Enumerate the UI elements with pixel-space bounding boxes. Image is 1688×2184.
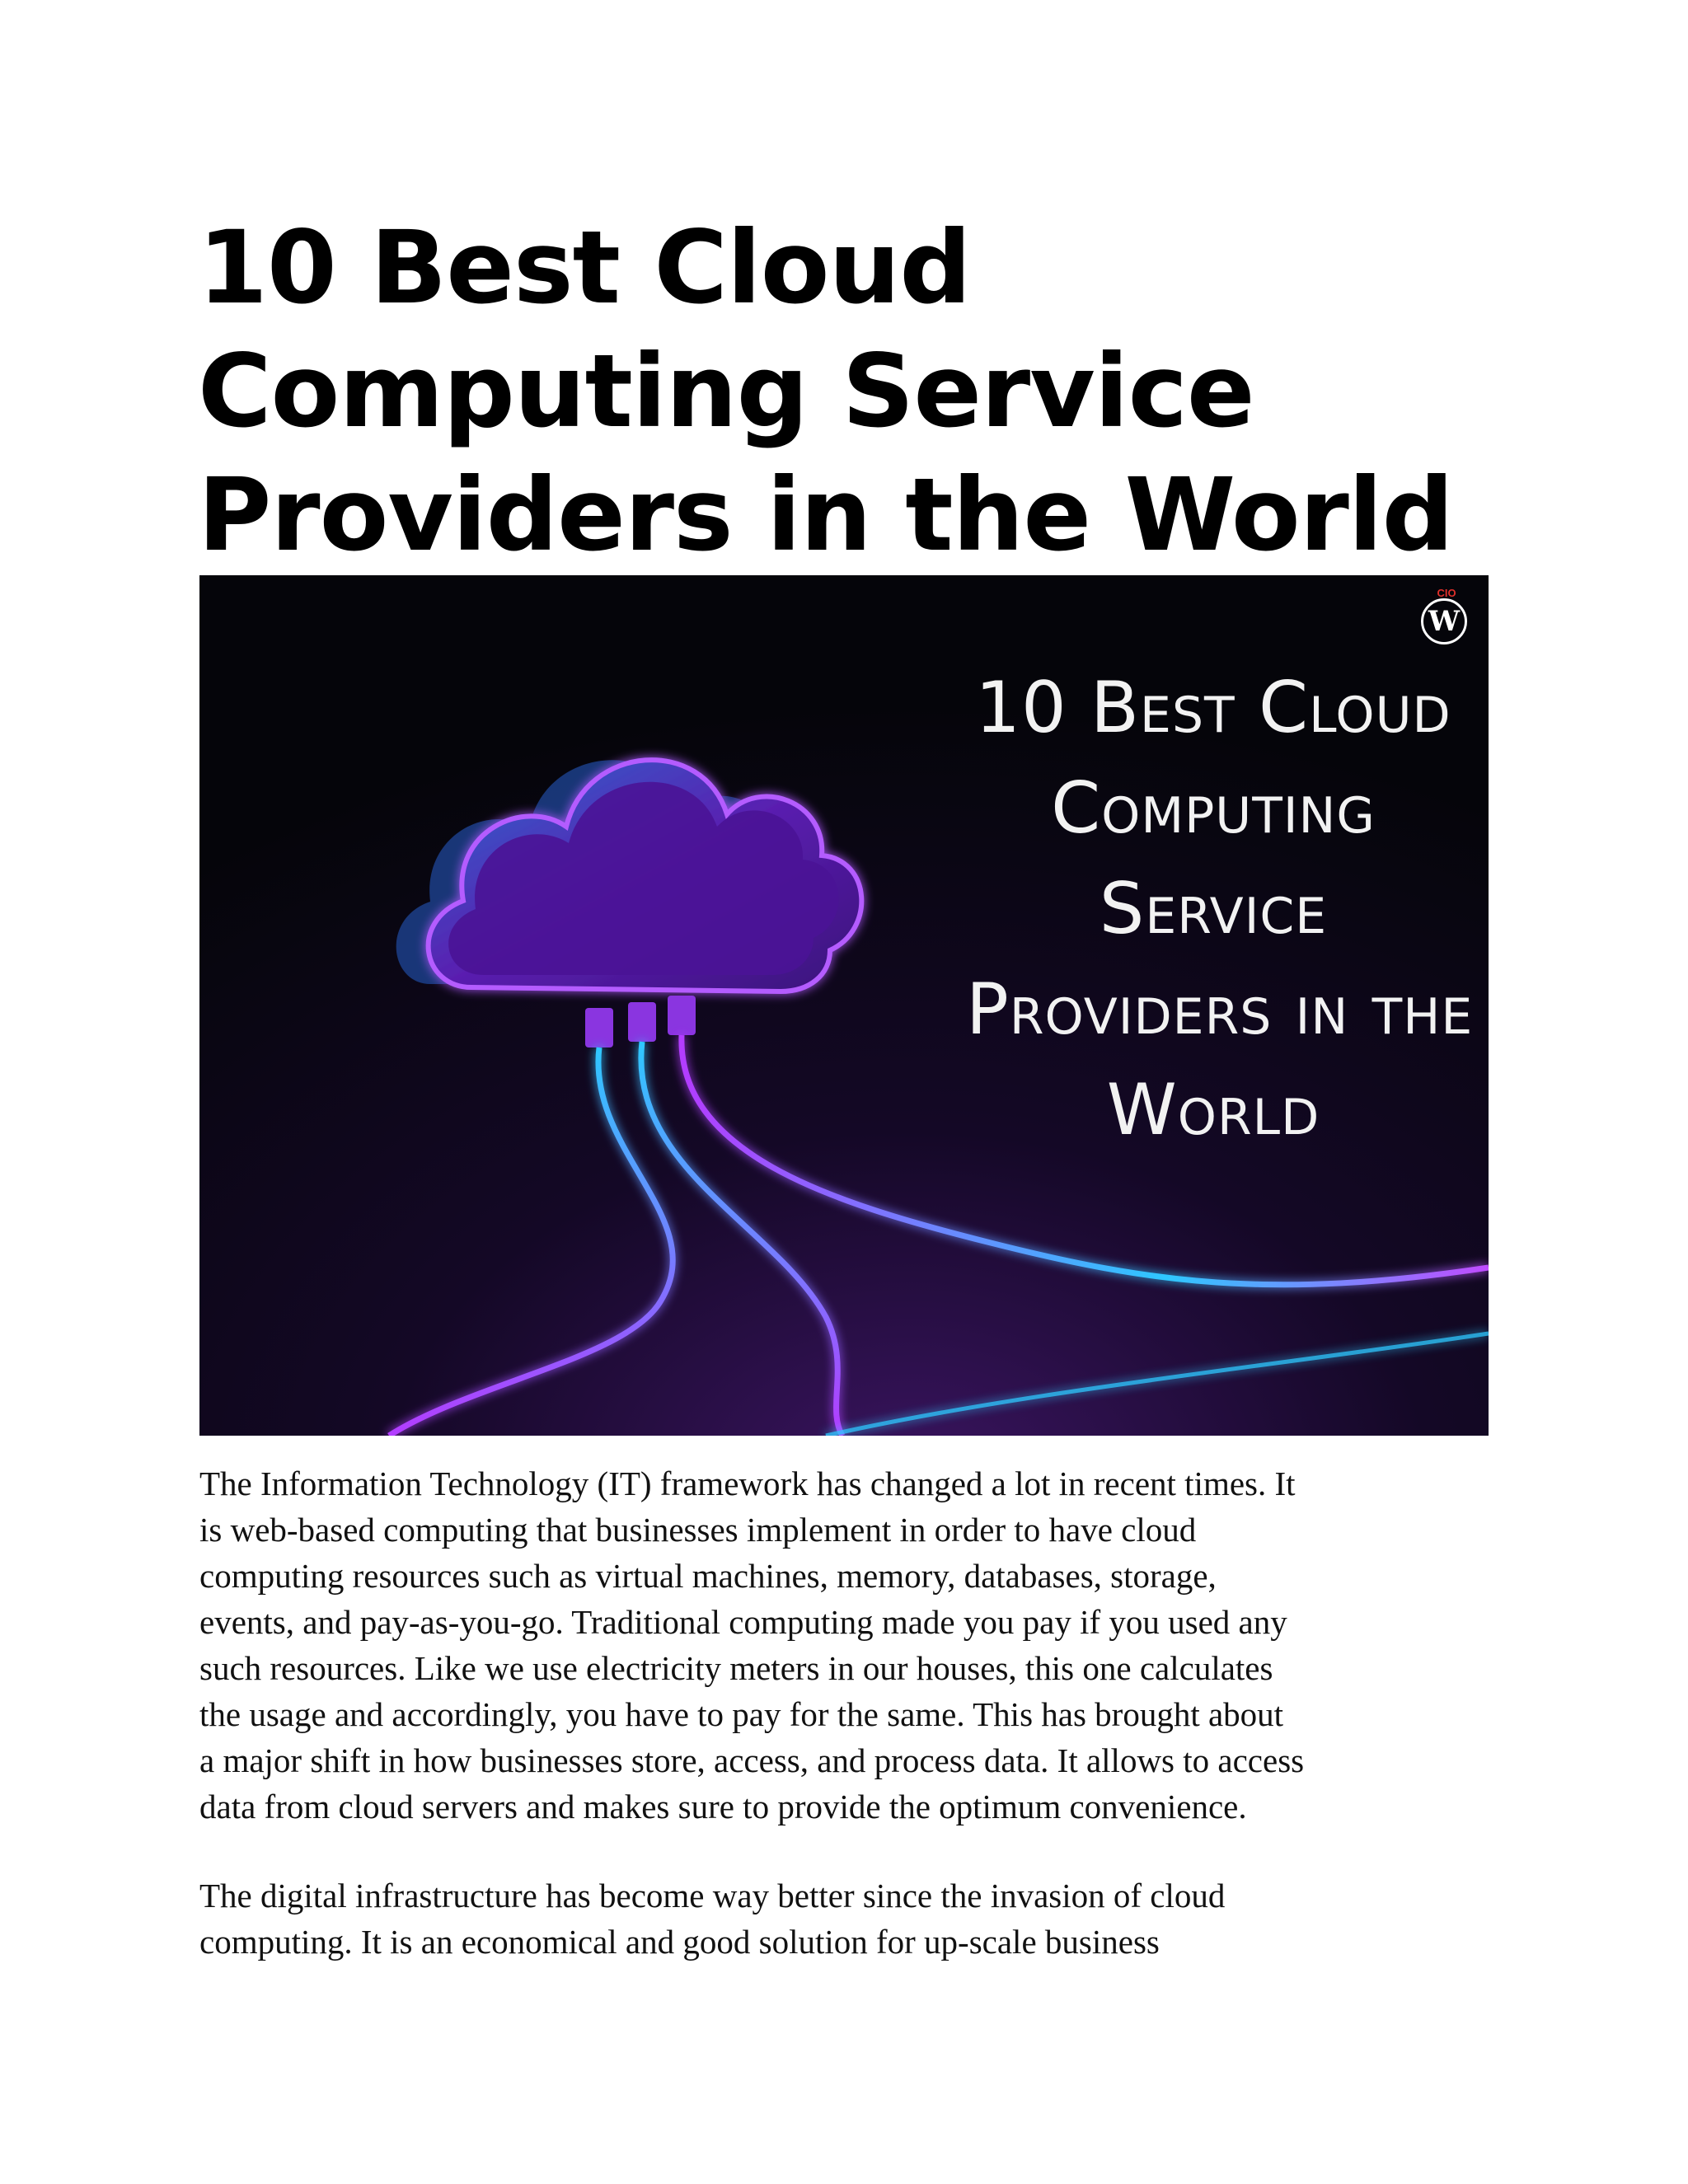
hero-heading-line: Computing [1051, 767, 1376, 850]
paragraph-intro [199, 1460, 1502, 1830]
paragraph-infrastructure [199, 1872, 1502, 1965]
paragraph-line: The Information Technology (IT) framework has changed a lot in recent times. It [199, 1465, 1296, 1502]
article-title [198, 206, 1517, 577]
hero-heading-line: World [1106, 1069, 1320, 1151]
cio-logo [1418, 587, 1475, 649]
hero-heading-line: 10 Best Cloud [975, 667, 1451, 749]
logo-label: CIO [1437, 587, 1456, 599]
logo-letter: W [1428, 605, 1461, 638]
paragraph-line: a major shift in how businesses store, access, and process data. It allows to access [199, 1741, 1305, 1779]
paragraph-line: events, and pay-as-you-go. Traditional computing made you pay if you used any [199, 1603, 1287, 1641]
paragraph-line: such resources. Like we use electricity meters in our houses, this one calculates [199, 1649, 1273, 1687]
hero-image [199, 575, 1489, 1436]
paragraph-line: The digital infrastructure has become way better since the invasion of cloud [199, 1877, 1226, 1915]
title-line: Providers in the World [198, 457, 1453, 574]
paragraph-line: computing resources such as virtual machines, memory, databases, storage, [199, 1557, 1217, 1595]
hero-heading [966, 658, 1474, 1160]
hero-heading-line: Providers in the [966, 968, 1474, 1051]
paragraph-line: is web-based computing that businesses implement in order to have cloud [199, 1511, 1197, 1549]
hero-heading-line: Service [1099, 868, 1328, 950]
title-line: Computing Service [198, 333, 1254, 450]
paragraph-line: data from cloud servers and makes sure to provide the optimum convenience. [199, 1788, 1247, 1825]
paragraph-line: computing. It is an economical and good solution for up-scale business [199, 1923, 1160, 1961]
paragraph-line: the usage and accordingly, you have to pay for the same. This has brought about [199, 1695, 1284, 1733]
title-line: 10 Best Cloud [198, 209, 971, 326]
